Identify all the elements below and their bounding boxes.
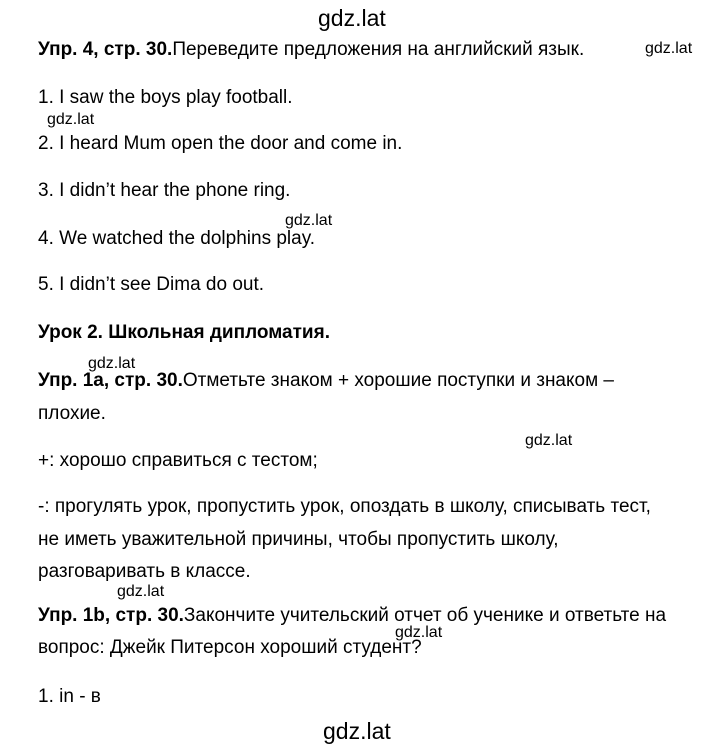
exercise-4-item-2: 2. I heard Mum open the door and come in.	[38, 133, 403, 154]
exercise-1a-minus-2: не иметь уважительной причины, чтобы пропустить школу,	[38, 529, 559, 550]
exercise-1b-item-1: 1. in - в	[38, 686, 101, 707]
exercise-4-item-5: 5. I didn’t see Dima do out.	[38, 274, 265, 295]
watermark: gdz.lat	[47, 111, 95, 128]
exercise-1a-heading: Упр. 1a, стр. 30.	[38, 370, 183, 391]
exercise-4-heading: Упр. 4, стр. 30.	[38, 39, 173, 60]
exercise-4-item-1: 1. I saw the boys play football.	[38, 87, 293, 108]
watermark-top: gdz.lat	[318, 5, 386, 31]
watermark: gdz.lat	[88, 355, 136, 372]
exercise-1a-header	[38, 369, 614, 393]
lesson-title: Урок 2. Школьная дипломатия.	[38, 322, 330, 343]
exercise-1a-task: Отметьте знаком + хорошие поступки и знаком –	[182, 370, 615, 391]
exercise-1b-task-continued: вопрос: Джейк Питерсон хороший студент?	[38, 637, 422, 658]
watermark: gdz.lat	[285, 212, 333, 229]
watermark: gdz.lat	[525, 432, 573, 449]
watermark-bottom: gdz.lat	[323, 718, 391, 744]
exercise-1a-task-continued: плохие.	[38, 403, 106, 424]
exercise-4-item-4: 4. We watched the dolphins play.	[38, 228, 316, 249]
exercise-1a-minus-3: разговаривать в классе.	[38, 561, 251, 582]
exercise-1a-minus-1: -: прогулять урок, пропустить урок, опоздать в школу, списывать тест,	[38, 496, 651, 517]
exercise-1b-header	[38, 604, 666, 628]
exercise-4-header	[38, 38, 584, 62]
exercise-1b-task: Закончите учительский отчет об ученике и ответьте на	[183, 605, 667, 626]
watermark: gdz.lat	[395, 624, 443, 641]
exercise-4-task: Переведите предложения на английский язык.	[172, 39, 585, 60]
watermark: gdz.lat	[645, 40, 693, 57]
exercise-1b-heading: Упр. 1b, стр. 30.	[38, 605, 184, 626]
watermark: gdz.lat	[117, 583, 165, 600]
exercise-1a-plus: +: хорошо справиться с тестом;	[38, 450, 318, 471]
exercise-4-item-3: 3. I didn’t hear the phone ring.	[38, 180, 291, 201]
